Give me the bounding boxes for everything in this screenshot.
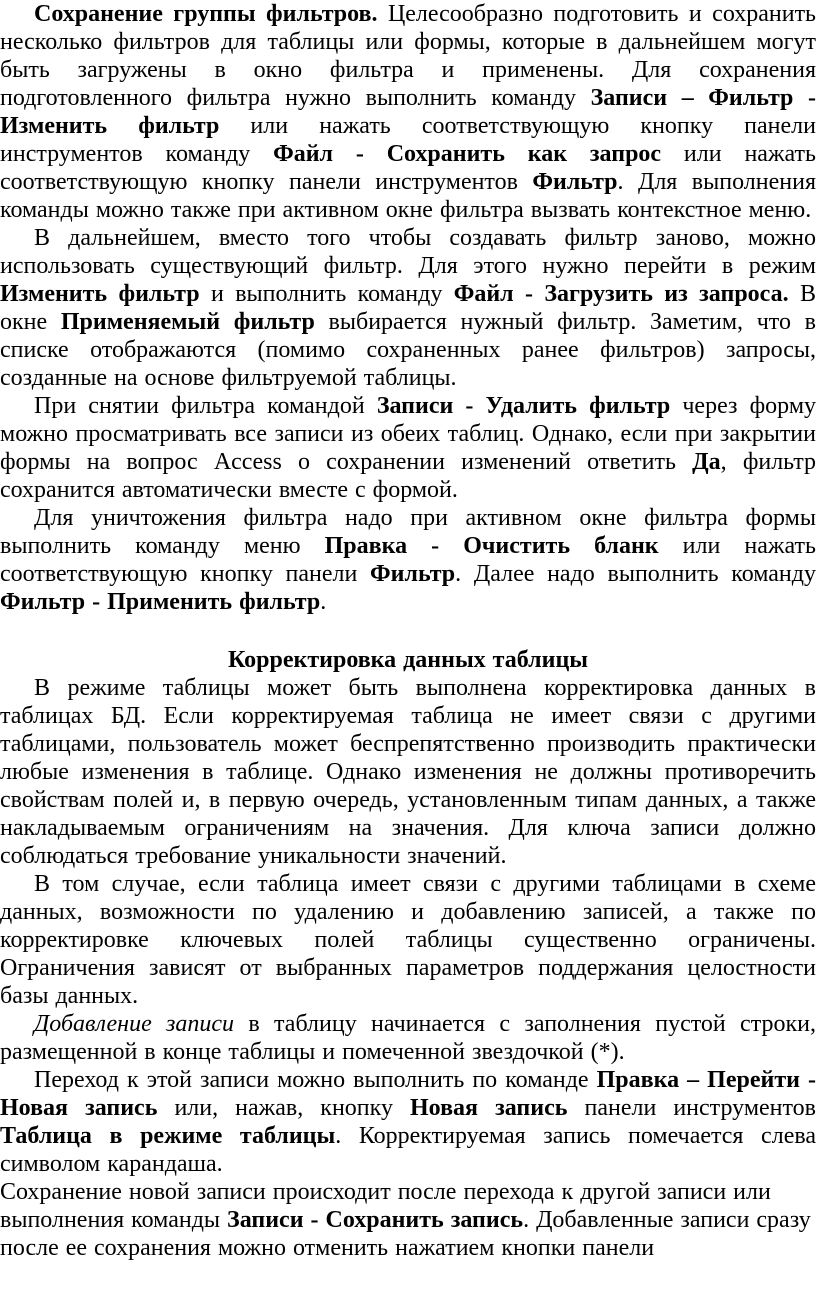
text-run: В окне — [0, 281, 816, 335]
bold-text-run: Фильтр - Применить фильтр — [0, 589, 321, 615]
text-run: В том случае, если таблица имеет связи с другими таблицами в схеме данных, возможности по удалению и добавлению записей, а также по корректировке ключевых полей таблицы существенно ограничены. Ограничения зависят от выбранных параметров поддержания целостности базы данных. — [0, 871, 816, 1009]
text-run: Сохранение новой записи происходит после перехода к другой записи или выполнения команды — [0, 1179, 771, 1233]
paragraph — [0, 1178, 816, 1262]
paragraph — [0, 870, 816, 1010]
bold-text-run: Применяемый фильтр — [60, 309, 315, 335]
bold-text-run: Записи - Сохранить запись — [227, 1207, 524, 1233]
bold-text-run: Фильтр — [370, 561, 456, 587]
bold-text-run: Сохранение группы фильтров. — [34, 1, 388, 27]
paragraph — [0, 224, 816, 392]
section-heading — [0, 646, 816, 674]
bold-text-run: Правка - Очистить бланк — [324, 533, 659, 559]
bold-text-run: Записи - Удалить фильтр — [376, 393, 671, 419]
paragraph — [0, 674, 816, 870]
text-run: Переход к этой записи можно выполнить по команде — [34, 1067, 597, 1093]
text-run: или нажать соответствующую кнопку панели инструментов команду — [0, 113, 816, 167]
paragraph — [0, 0, 816, 224]
text-run: и выполнить команду — [199, 281, 454, 307]
text-run: через форму можно просматривать все записи из обеих таблиц. Однако, если при закрытии формы на вопрос Access о сохранении изменений ответить — [0, 393, 816, 475]
text-run: При снятии фильтра командой — [34, 393, 377, 419]
text-run: панели инструментов — [567, 1095, 816, 1121]
text-run: В режиме таблицы может быть выполнена корректировка данных в таблицах БД. Если корректируемая таблица не имеет связи с другими таблицами, пользователь может беспрепятственно производить практически любые изменения в таблице. Однако изменения не должны противоречить свойствам полей и, в первую очередь, установленным типам данных, а также накладываемым ограничениям на значения. Для ключа записи должно соблюдаться требование уникальности значений. — [0, 675, 816, 869]
bold-text-run: Изменить фильтр — [0, 281, 200, 307]
bold-text-run: Файл - Загрузить из запроса. — [453, 281, 789, 307]
text-run: выбирается нужный фильтр. Заметим, что в списке отображаются (помимо сохраненных ранее фильтров) запросы, созданные на основе фильтруемой таблицы. — [0, 309, 816, 391]
bold-text-run: Файл - Сохранить как запрос — [273, 141, 662, 167]
italic-text-run: Добавление записи — [34, 1011, 235, 1037]
bold-text-run: Фильтр — [532, 169, 618, 195]
paragraph — [0, 1010, 816, 1066]
text-run: . Корректируемая запись помечается слева символом карандаша. — [0, 1123, 816, 1177]
bold-text-run: Правка – Перейти - Новая запись — [0, 1067, 816, 1121]
text-run: В дальнейшем, вместо того чтобы создавать фильтр заново, можно использовать существующий фильтр. Для этого нужно перейти в режим — [0, 225, 816, 279]
text-run: , фильтр сохранится автоматически вместе с формой. — [0, 449, 816, 503]
bold-text-run: Таблица в режиме таблицы — [0, 1123, 336, 1149]
text-run: или нажать соответствующую кнопку панели инструментов — [0, 141, 816, 195]
text-run: или нажать соответствующую кнопку панели — [0, 533, 816, 587]
paragraph — [0, 392, 816, 504]
bold-text-run: Записи – Фильтр - Изменить фильтр — [0, 85, 816, 139]
text-run: Для уничтожения фильтра надо при активном окне фильтра формы выполнить команду меню — [0, 505, 816, 559]
bold-text-run: Новая запись — [410, 1095, 568, 1121]
text-run: . — [320, 589, 327, 615]
text-run: . Для выполнения команды можно также при активном окне фильтра вызвать контекстное меню. — [0, 169, 816, 223]
paragraph — [0, 504, 816, 616]
paragraph — [0, 1066, 816, 1178]
text-run: . Добавленные записи сразу после ее сохранения можно отменить нажатием кнопки панели — [0, 1207, 811, 1261]
text-run: . Далее надо выполнить команду — [455, 561, 816, 587]
text-run: или, нажав, кнопку — [157, 1095, 411, 1121]
bold-text-run: Корректировка данных таблицы — [227, 647, 589, 673]
text-run: Целесообразно подготовить и сохранить несколько фильтров для таблицы или формы, которые в дальнейшем могут быть загружены в окно фильтра и применены. Для сохранения подготовленного фильтра нужно выполнить команду — [0, 1, 816, 111]
text-run: в таблицу начинается с заполнения пустой строки, размещенной в конце таблицы и помеченной звездочкой (*). — [0, 1011, 816, 1065]
bold-text-run: Да — [692, 449, 721, 475]
